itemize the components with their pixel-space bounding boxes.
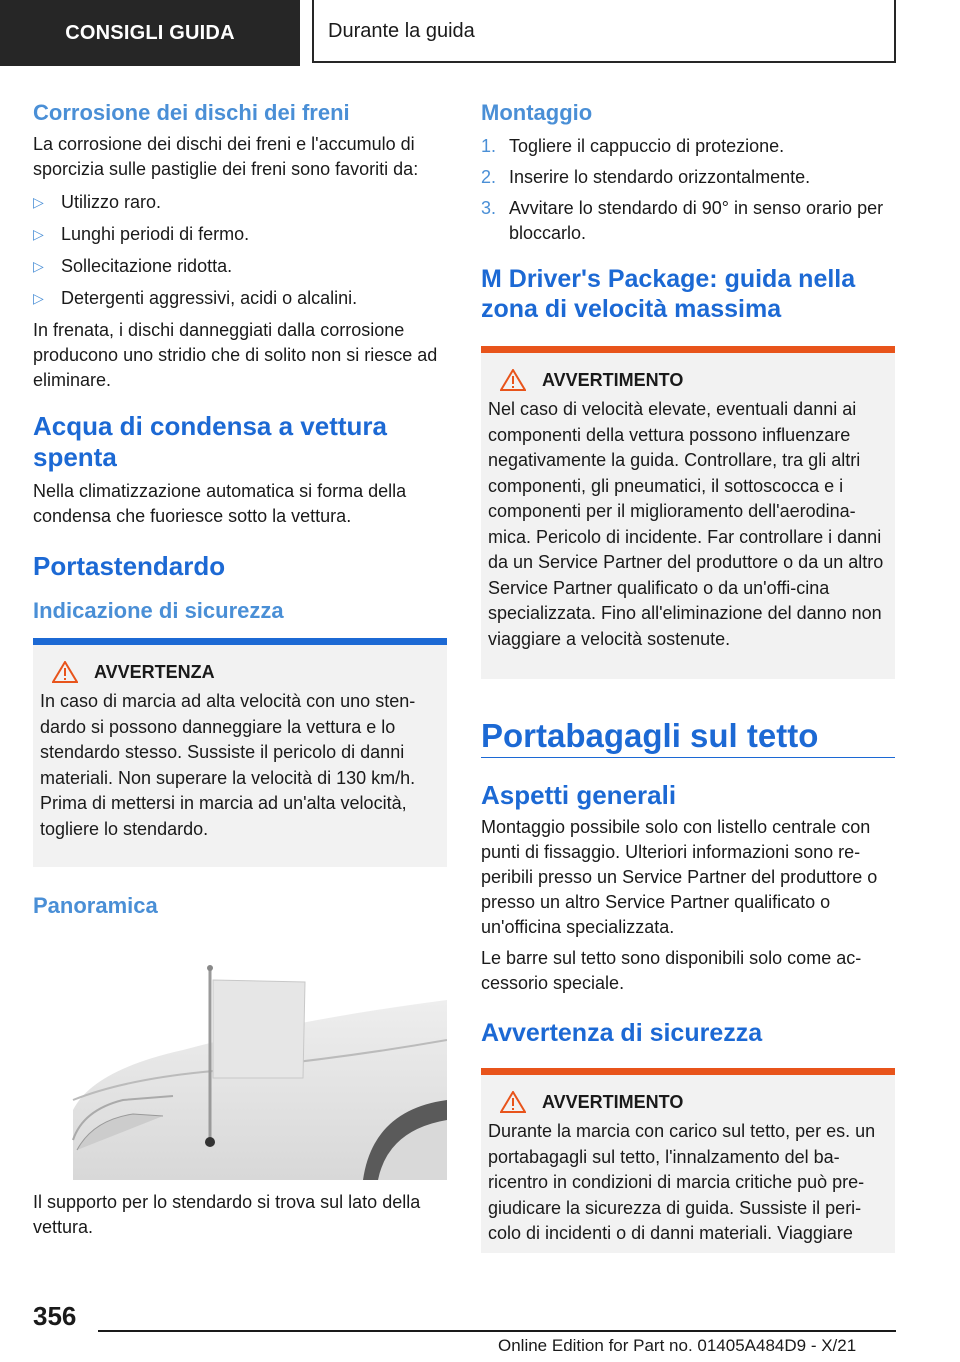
heading-m-driver: M Driver's Package: guida nella zona di velocità massima — [481, 265, 856, 323]
paragraph-corrosion: La corrosione dei dischi dei freni e l'accumulo di sporcizia sulle pastiglie dei freni sono favoriti da: — [33, 134, 419, 179]
warning-text: Durante la marcia con carico sul tetto, per es. un portabagagli sul tetto, l'innalzamento del ba-ricentro in condizioni di marcia critiche può pre-giudicare la sicurezza di guida. Sussiste il peri-colo di incidenti o di danni materiali. Viaggiare — [488, 1121, 876, 1243]
warning-box — [481, 1075, 895, 1253]
warning-title — [500, 1091, 887, 1113]
step-item — [481, 134, 895, 159]
list-item-text: Utilizzo raro. — [61, 192, 162, 212]
paragraph-aspetti-2: Le barre sul tetto sono disponibili solo come ac-cessorio speciale. — [481, 948, 862, 993]
heading-panoramica: Panoramica — [33, 893, 158, 918]
heading-portastendardo: Portastendardo — [33, 551, 226, 581]
flag-holder-illustration — [33, 960, 447, 1180]
heading-corrosion: Corrosione dei dischi dei freni — [33, 100, 350, 125]
page-number: 356 — [33, 1301, 77, 1331]
triangle-bullet-icon: ▷ — [33, 258, 44, 274]
warning-box — [481, 353, 895, 679]
warning-title-text: AVVERTIMENTO — [542, 1091, 684, 1112]
chapter-header — [312, 0, 896, 63]
list-item-text: Detergenti aggressivi, acidi o alcalini. — [61, 288, 358, 308]
warning-title — [52, 661, 439, 683]
footer-divider — [98, 1330, 896, 1332]
step-number: 3. — [481, 198, 497, 218]
warning-title-text: AVVERTIMENTO — [542, 369, 684, 390]
step-text: Avvitare lo stendardo di 90° in senso orario per bloccarlo. — [509, 198, 884, 243]
triangle-bullet-icon: ▷ — [33, 290, 44, 306]
list-item-text: Lunghi periodi di fermo. — [61, 224, 250, 244]
list-item — [33, 286, 447, 311]
paragraph-braking: In frenata, i dischi danneggiati dalla corrosione producono uno stridio che di solito non si riesce ad eliminare. — [33, 320, 438, 390]
list-item-text: Sollecitazione ridotta. — [61, 256, 233, 276]
heading-portabagagli: Portabagagli sul tetto — [481, 717, 819, 754]
warning-triangle-icon — [500, 369, 526, 391]
left-column — [33, 100, 447, 919]
steps-list — [481, 134, 895, 246]
right-column — [481, 100, 895, 1253]
warning-text: In caso di marcia ad alta velocità con uno sten-dardo si possono danneggiare la vettura e lo stendardo stesso. Sussiste il pericolo di danni materiali. Non superare la velocità di 130 km/h. Prima di mettersi in marcia ad un'alta velocità, togliere lo stendardo. — [40, 691, 416, 839]
chapter-title: Durante la guida — [328, 20, 475, 42]
heading-aspetti-generali: Aspetti generali — [481, 780, 677, 810]
heading-montaggio: Montaggio — [481, 100, 593, 125]
bullet-list — [33, 190, 447, 311]
paragraph-supporto: Il supporto per lo stendardo si trova sul lato della vettura. — [33, 1192, 421, 1237]
warning-triangle-icon — [52, 661, 78, 683]
list-item — [33, 190, 447, 215]
warning-title-text: AVVERTENZA — [94, 661, 215, 682]
step-number: 2. — [481, 167, 497, 187]
triangle-bullet-icon: ▷ — [33, 226, 44, 242]
warning-bar — [481, 346, 895, 353]
step-text: Inserire lo stendardo orizzontalmente. — [509, 167, 811, 187]
warning-text: Nel caso di velocità elevate, eventuali danni ai componenti della vettura possono influenzare negativamente la guida. Controllare, tra gli altri componenti, gli pneumatici, il sottoscocca e i componenti per il miglioramento dell'aerodina-mica. Pericolo di incidente. Far controllare i danni da un Service Partner del produttore o da un altro Service Partner qualificato o da un'offi-cina specializzata. Fino all'eliminazione del danno non viaggiare a velocità sostenute. — [488, 399, 884, 649]
step-text: Togliere il cappuccio di protezione. — [509, 136, 785, 156]
list-item — [33, 254, 447, 279]
warning-triangle-icon — [500, 1091, 526, 1113]
warning-bar — [481, 1068, 895, 1075]
triangle-bullet-icon: ▷ — [33, 194, 44, 210]
warning-title — [500, 369, 887, 391]
heading-portabagagli-wrap — [481, 717, 895, 758]
step-item — [481, 165, 895, 190]
footer-edition: Online Edition for Part no. 01405A484D9 - X/21 — [498, 1336, 857, 1355]
paragraph-aspetti-1: Montaggio possibile solo con listello centrale con punti di fissaggio. Ulteriori informazioni sono re-peribili presso un Service Partner del produttore o presso un altro Service Partner qualificato o un'officina specializzata. — [481, 817, 878, 937]
list-item — [33, 222, 447, 247]
warning-box — [33, 645, 447, 867]
section-tab: CONSIGLI GUIDA — [0, 0, 300, 66]
heading-avvertenza-sicurezza: Avvertenza di sicurezza — [481, 1019, 763, 1047]
step-number: 1. — [481, 136, 497, 156]
step-item — [481, 196, 895, 246]
heading-indicazione-sicurezza: Indicazione di sicurezza — [33, 598, 284, 623]
heading-condensa: Acqua di condensa a vettura spenta — [33, 411, 387, 472]
paragraph-condensa: Nella climatizzazione automatica si forma della condensa che fuoriesce sotto la vettura. — [33, 481, 407, 526]
warning-bar — [33, 638, 447, 645]
